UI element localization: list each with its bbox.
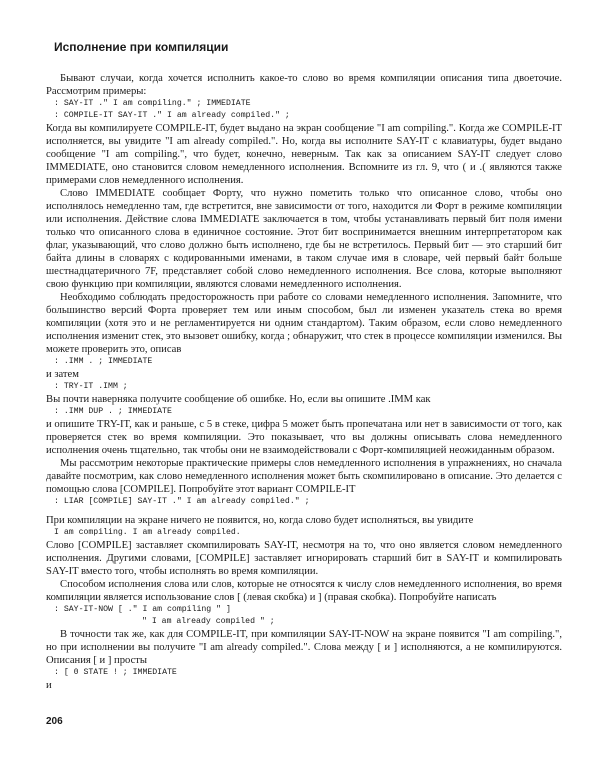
paragraph-immediate: Слово IMMEDIATE сообщает Форту, что нужно пометить только что описанное слово, чтобы оно исполнялось немедленно там, где встретится, вне зависимости от того, находится ли Форт в режиме компиляции или исполнения. Действие слова IMMEDIATE заключается в том, чтобы устанавливать первый бит поля имени только что описанного слова в единичное состояние. Этот бит воспринимается внешним интерпретатором как флаг, указывающий, что слово должно быть исполнено, где бы не встретилось. Первый бит — это старший бит байта длины в словарях с кодированными именами, в таком случае имя в словаре, чей первый байт больше шестнадцатеричного 7F, представляет собой слово немедленного исполнения. Все слова, которые выполняют свою функцию при компиляции, являются словами немедленного исполнения. [46,188,562,290]
code-say-it-now-cont: " I am already compiled " ; [142,617,275,626]
code-output: I am compiling. I am already compiled. [54,528,241,537]
paragraph-intro: Бывают случаи, когда хочется исполнить какое-то слово во время компиляции описания типа двоеточие. Рассмотрим примеры: [46,73,562,97]
paragraph-brackets-result: В точности так же, как для COMPILE-IT, при компиляции SAY-IT-NOW на экране появится "I am compiling.", но при исполнении вы получите "I am already compiled.". Слова между [ и ] исполняются, а не компилируются. Описания [ и ] просты [46,629,562,666]
page-number: 206 [46,716,63,727]
paragraph-caution: Необходимо соблюдать предосторожность при работе со словами немедленного исполнения. Запомните, что большинство версий Форта проверяет тем или иным способом, был ли изменен указатель стека во время компиляции (хотя это и не регламентируется ни одним стандартом). Таким образом, если слово немедленного исполнения изменит стек, это вызовет ошибку, когда ; обнаружит, что стек в процессе компиляции изменился. Вы можете проверить это, описав [46,292,562,355]
paragraph-compile-it: Когда вы компилируете COMPILE-IT, будет выдано на экран сообщение "I am compiling.". Когда же COMPILE-IT исполняется, вы увидите "I am already compiled.". Но, когда вы исполните SAY-IT с клавиатуры, будет выдано сообщение "I am compiling.", что будет, конечно, неверным. Так как за описанием SAY-IT следует слово IMMEDIATE, оно становится словом немедленного исполнения. Вспомните из гл. 9, что ( и .( являются также примерами слов немедленного исполнения. [46,123,562,186]
code-say-it: : SAY-IT ." I am compiling." ; IMMEDIATE [54,99,251,108]
section-heading: Исполнение при компиляции [54,40,229,54]
paragraph-stack-check: и опишите TRY-IT, как и раньше, с 5 в стеке, цифра 5 может быть пропечатана или нет в зависимости от того, как проверяется стек во время компиляции. Это показывает, что вы должны описывать слова немедленного исполнения очень тщательно, так чтобы они не взаимодействовали с Форт-компиляцией неожиданным образом. [46,419,562,456]
code-compile-it: : COMPILE-IT SAY-IT ." I am already compiled." ; [54,111,290,120]
paragraph-compile-explained: Слово [COMPILE] заставляет скомпилировать SAY-IT, несмотря на то, что оно является словом немедленного исполнения. Другими словами, [COMPILE] заставляет игнорировать старший бит в SAY-IT и компилировать SAY-IT вместо того, чтобы исполнять во время компиляции. [46,540,562,577]
code-say-it-now: : SAY-IT-NOW [ ." I am compiling " ] [54,605,231,614]
page-body [46,40,562,692]
code-imm-dup: : .IMM DUP . ; IMMEDIATE [54,407,172,416]
paragraph-error: Вы почти наверняка получите сообщение об ошибке. Но, если вы опишите .IMM как [46,394,431,405]
paragraph-screen-output: При компиляции на экране ничего не появится, но, когда слово будет исполняться, вы увидите [46,515,474,526]
paragraph-brackets: Способом исполнения слова или слов, которые не относятся к числу слов немедленного исполнения, во время компиляции является использование слов [ (левая скобка) и ] (правая скобка). Попробуйте написать [46,579,562,603]
text-and-then: и затем [46,369,79,380]
code-imm: : .IMM . ; IMMEDIATE [54,357,153,366]
text-and: и [46,680,52,691]
paragraph-compile-word: Мы рассмотрим некоторые практические примеры слов немедленного исполнения в упражнениях, но сначала давайте посмотрим, как слово немедленного исполнения может быть скомпилировано в описание. Это делается с помощью слова [COMPILE]. Попробуйте этот вариант COMPILE-IT [46,458,562,495]
code-liar: : LIAR [COMPILE] SAY-IT ." I am already compiled." ; [54,497,310,506]
code-left-bracket: : [ 0 STATE ! ; IMMEDIATE [54,668,177,677]
code-try-it: : TRY-IT .IMM ; [54,382,128,391]
